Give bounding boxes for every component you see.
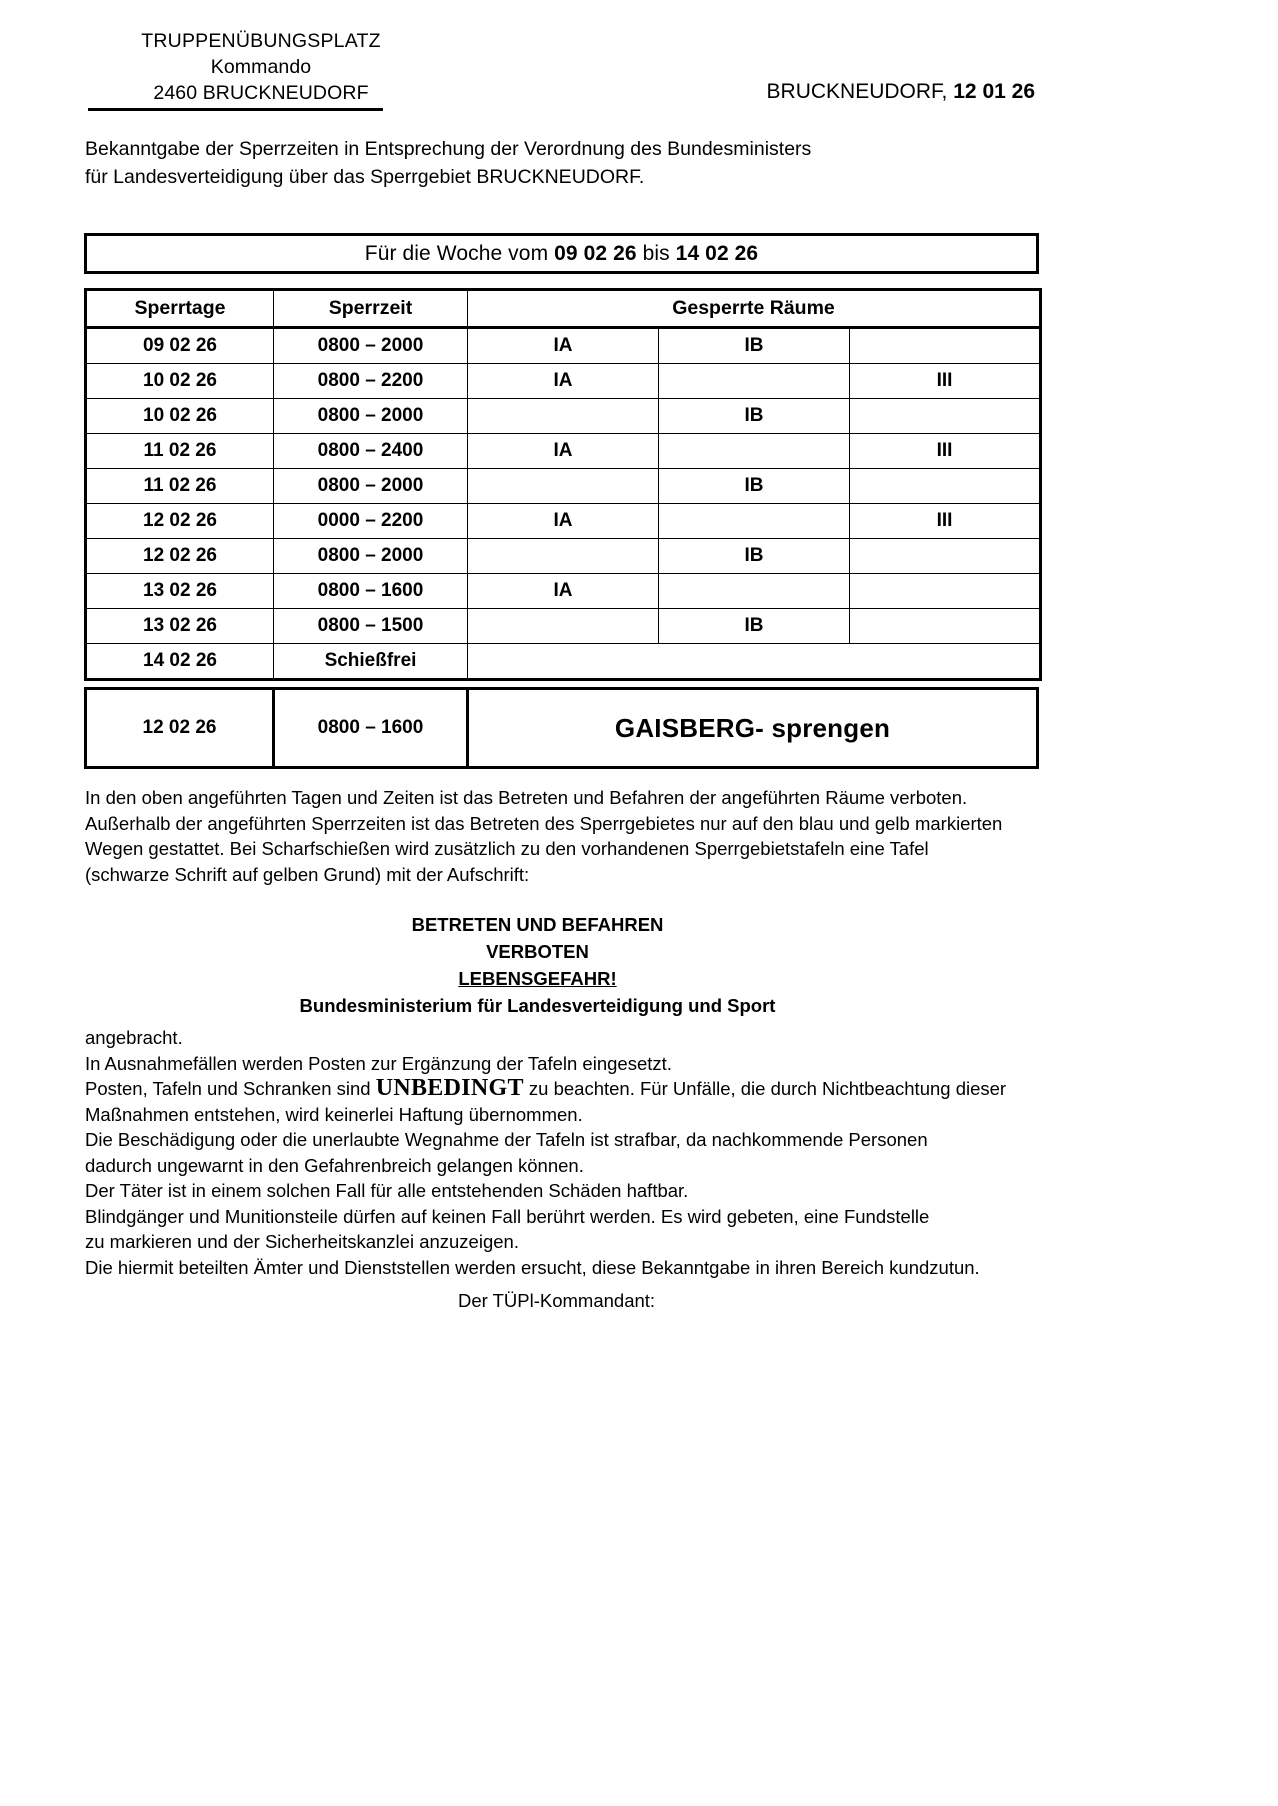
cell-day: 12 02 26	[86, 539, 274, 574]
cell-time: 0800 – 2000	[274, 469, 468, 504]
cell-day: 10 02 26	[86, 399, 274, 434]
cell-room-2: IB	[659, 609, 850, 644]
issue-date: 12 01 26	[953, 80, 1035, 103]
cell-time: 0000 – 2200	[274, 504, 468, 539]
notice-body-continued	[85, 1025, 1085, 1280]
cell-time: 0800 – 2000	[274, 328, 468, 364]
cell-day: 14 02 26	[86, 644, 274, 680]
cell-room-3	[850, 328, 1041, 364]
cell-room-3	[850, 539, 1041, 574]
authority-line-2: Kommando	[210, 56, 312, 78]
sign-line-2: VERBOTEN	[486, 941, 589, 962]
table-row	[86, 364, 1041, 399]
cell-room-3	[850, 469, 1041, 504]
cell-time: 0800 – 2200	[274, 364, 468, 399]
intro-paragraph	[85, 135, 1085, 191]
sign-line-4-ministry: Bundesministerium für Landesverteidigung und Sport	[299, 995, 776, 1016]
cell-day: 13 02 26	[86, 609, 274, 644]
body-line: Blindgänger und Munitionsteile dürfen auf keinen Fall berührt werden. Es wird gebeten, eine Fundstelle	[85, 1205, 930, 1227]
body-line: Maßnahmen entstehen, wird keinerlei Haftung übernommen.	[85, 1103, 583, 1125]
body-text-after-emphasis: zu beachten. Für Unfälle, die durch Nichtbeachtung dieser	[523, 1078, 1007, 1099]
authority-line-1: TRUPPENÜBUNGSPLATZ	[141, 30, 381, 52]
header-divider-rule	[88, 108, 383, 111]
intro-line-2: für Landesverteidigung über das Sperrgebiet BRUCKNEUDORF.	[85, 166, 645, 188]
closure-schedule-table	[84, 288, 1042, 681]
cell-room-2: IB	[659, 469, 850, 504]
body-line: In den oben angeführten Tagen und Zeiten ist das Betreten und Befahren der angeführten Räume verboten.	[85, 787, 968, 808]
cell-rooms-merged	[468, 644, 1041, 680]
week-banner	[84, 233, 1039, 274]
table-row	[86, 644, 1041, 680]
cell-day: 11 02 26	[86, 434, 274, 469]
authority-line-3: 2460 BRUCKNEUDORF	[153, 82, 369, 104]
cell-day: 11 02 26	[86, 469, 274, 504]
cell-day: 09 02 26	[86, 328, 274, 364]
week-to-date: 14 02 26	[675, 241, 759, 265]
cell-time: 0800 – 2000	[274, 399, 468, 434]
cell-room-3: III	[850, 434, 1041, 469]
cell-room-2: IB	[659, 328, 850, 364]
intro-line-1: Bekanntgabe der Sperrzeiten in Entsprechung der Verordnung des Bundesministers	[85, 138, 812, 160]
cell-room-3	[850, 399, 1041, 434]
issuing-authority-block	[96, 28, 426, 106]
table-row	[86, 469, 1041, 504]
special-time: 0800 – 1600	[274, 689, 468, 768]
body-line: zu markieren und der Sicherheitskanzlei anzuzeigen.	[85, 1231, 519, 1252]
body-line: (schwarze Schrift auf gelben Grund) mit der Aufschrift:	[85, 863, 530, 885]
signature-block	[0, 1290, 1278, 1312]
body-line: dadurch ungewarnt in den Gefahrenbreich gelangen können.	[85, 1154, 584, 1176]
special-activity-box	[84, 687, 1039, 769]
cell-room-2: IB	[659, 399, 850, 434]
cell-time: 0800 – 2000	[274, 539, 468, 574]
cell-room-1: IA	[468, 434, 659, 469]
cell-time: 0800 – 1600	[274, 574, 468, 609]
table-row	[86, 328, 1041, 364]
table-row	[86, 399, 1041, 434]
place-date-block	[767, 80, 1035, 104]
cell-room-2	[659, 434, 850, 469]
signature-label: Der TÜPl-Kommandant:	[458, 1290, 656, 1311]
col-header-gesperrte-raeume: Gesperrte Räume	[468, 290, 1041, 328]
body-line: Wegen gestattet. Bei Scharfschießen wird zusätzlich zu den vorhandenen Sperrgebietstafeln eine Tafel	[85, 838, 929, 859]
place-label: BRUCKNEUDORF,	[766, 80, 948, 103]
body-line: In Ausnahmefällen werden Posten zur Ergänzung der Tafeln eingesetzt.	[85, 1052, 672, 1074]
table-row	[86, 539, 1041, 574]
col-header-sperrzeit: Sperrzeit	[274, 290, 468, 328]
table-row	[86, 609, 1041, 644]
emphasis-unbedingt: UNBEDINGT	[375, 1075, 524, 1101]
cell-room-2: IB	[659, 539, 850, 574]
cell-time: 0800 – 1500	[274, 609, 468, 644]
special-day: 12 02 26	[86, 689, 274, 768]
cell-room-1: IA	[468, 574, 659, 609]
body-line-with-emphasis	[85, 1076, 1085, 1102]
sign-line-1: BETRETEN UND BEFAHREN	[411, 914, 664, 935]
body-line: Der Täter ist in einem solchen Fall für alle entstehenden Schäden haftbar.	[85, 1180, 689, 1201]
table-row	[86, 504, 1041, 539]
body-line: Außerhalb der angeführten Sperrzeiten ist das Betreten des Sperrgebietes nur auf den blau und gelb markierten	[85, 812, 1003, 834]
table-row	[86, 574, 1041, 609]
cell-room-1: IA	[468, 328, 659, 364]
cell-room-1	[468, 609, 659, 644]
week-prefix: Für die Woche vom	[364, 241, 555, 265]
notice-body	[85, 785, 1085, 1280]
cell-room-3: III	[850, 504, 1041, 539]
cell-room-3: III	[850, 364, 1041, 399]
cell-room-1	[468, 399, 659, 434]
cell-room-1: IA	[468, 364, 659, 399]
cell-time: Schießfrei	[274, 644, 468, 680]
cell-room-1	[468, 469, 659, 504]
body-line: Die Beschädigung oder die unerlaubte Wegnahme der Tafeln ist strafbar, da nachkommende Personen	[85, 1129, 928, 1150]
special-description: GAISBERG- sprengen	[468, 689, 1038, 768]
body-line: angebracht.	[85, 1027, 183, 1048]
cell-room-2	[659, 364, 850, 399]
cell-room-1	[468, 539, 659, 574]
sign-line-3-danger: LEBENSGEFAHR!	[458, 968, 617, 989]
table-header-row	[86, 290, 1041, 328]
body-line: Die hiermit beteilten Ämter und Dienststellen werden ersucht, diese Bekanntgabe in ihren Bereich kundzutun.	[85, 1256, 980, 1278]
cell-day: 12 02 26	[86, 504, 274, 539]
cell-day: 10 02 26	[86, 364, 274, 399]
cell-room-2	[659, 504, 850, 539]
cell-room-3	[850, 609, 1041, 644]
cell-room-3	[850, 574, 1041, 609]
col-header-sperrtage: Sperrtage	[86, 290, 274, 328]
cell-room-2	[659, 574, 850, 609]
table-row	[86, 434, 1041, 469]
warning-sign-text	[85, 911, 1085, 1019]
document-header	[0, 28, 1278, 118]
cell-time: 0800 – 2400	[274, 434, 468, 469]
week-middle: bis	[636, 241, 676, 265]
cell-day: 13 02 26	[86, 574, 274, 609]
week-banner-text	[365, 242, 758, 266]
special-activity-row	[86, 689, 1038, 768]
body-text-before-emphasis: Posten, Tafeln und Schranken sind	[85, 1078, 376, 1099]
week-from-date: 09 02 26	[554, 241, 637, 265]
cell-room-1: IA	[468, 504, 659, 539]
